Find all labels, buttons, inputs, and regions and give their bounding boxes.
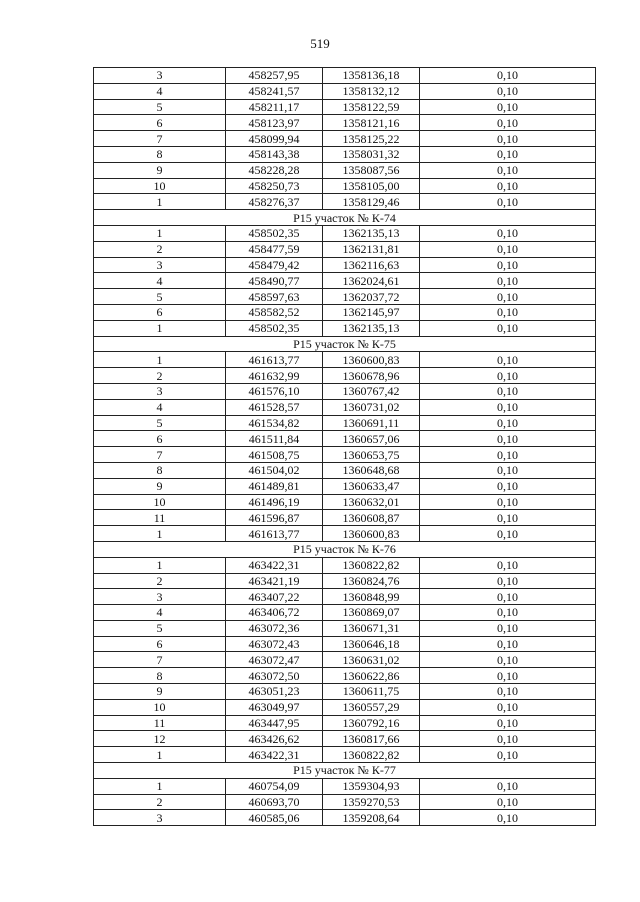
accuracy-cell: 0,10 [420,431,596,447]
y-coordinate-cell: 1358031,32 [323,146,420,162]
x-coordinate-cell: 458477,59 [226,241,323,257]
point-number-cell: 8 [94,668,226,684]
point-number-cell: 3 [94,68,226,84]
accuracy-cell: 0,10 [420,225,596,241]
point-number-cell: 8 [94,462,226,478]
y-coordinate-cell: 1360731,02 [323,399,420,415]
y-coordinate-cell: 1360671,31 [323,620,420,636]
x-coordinate-cell: 458143,38 [226,146,323,162]
y-coordinate-cell: 1360657,06 [323,431,420,447]
point-number-cell: 1 [94,778,226,794]
point-number-cell: 2 [94,573,226,589]
coordinates-table-body [94,68,596,826]
y-coordinate-cell: 1358122,59 [323,99,420,115]
x-coordinate-cell: 463407,22 [226,589,323,605]
point-number-cell: 3 [94,810,226,826]
accuracy-cell: 0,10 [420,731,596,747]
y-coordinate-cell: 1358105,00 [323,178,420,194]
x-coordinate-cell: 463426,62 [226,731,323,747]
point-number-cell: 6 [94,431,226,447]
point-number-cell: 4 [94,605,226,621]
accuracy-cell: 0,10 [420,194,596,210]
point-number-cell: 7 [94,652,226,668]
accuracy-cell: 0,10 [420,573,596,589]
accuracy-cell: 0,10 [420,162,596,178]
table-row [94,83,596,99]
accuracy-cell: 0,10 [420,668,596,684]
point-number-cell: 3 [94,383,226,399]
table-row [94,620,596,636]
table-row [94,383,596,399]
x-coordinate-cell: 463051,23 [226,684,323,700]
table-row [94,415,596,431]
point-number-cell: 4 [94,273,226,289]
section-header-row [94,336,596,352]
accuracy-cell: 0,10 [420,352,596,368]
x-coordinate-cell: 463072,47 [226,652,323,668]
table-row [94,131,596,147]
accuracy-cell: 0,10 [420,652,596,668]
table-row [94,115,596,131]
x-coordinate-cell: 458099,94 [226,131,323,147]
section-header-row [94,210,596,226]
accuracy-cell: 0,10 [420,510,596,526]
point-number-cell: 7 [94,447,226,463]
x-coordinate-cell: 463072,36 [226,620,323,636]
accuracy-cell: 0,10 [420,368,596,384]
y-coordinate-cell: 1362024,61 [323,273,420,289]
x-coordinate-cell: 458490,77 [226,273,323,289]
y-coordinate-cell: 1360824,76 [323,573,420,589]
y-coordinate-cell: 1360822,82 [323,557,420,573]
x-coordinate-cell: 458479,42 [226,257,323,273]
x-coordinate-cell: 461528,57 [226,399,323,415]
accuracy-cell: 0,10 [420,289,596,305]
table-row [94,225,596,241]
table-row [94,526,596,542]
x-coordinate-cell: 458250,73 [226,178,323,194]
x-coordinate-cell: 458502,35 [226,225,323,241]
section-title: Р15 участок № К-74 [94,210,596,226]
x-coordinate-cell: 463049,97 [226,699,323,715]
table-row [94,178,596,194]
x-coordinate-cell: 463422,31 [226,557,323,573]
point-number-cell: 5 [94,620,226,636]
point-number-cell: 6 [94,304,226,320]
point-number-cell: 2 [94,241,226,257]
table-row [94,447,596,463]
x-coordinate-cell: 461508,75 [226,447,323,463]
point-number-cell: 8 [94,146,226,162]
y-coordinate-cell: 1359304,93 [323,778,420,794]
x-coordinate-cell: 461496,19 [226,494,323,510]
x-coordinate-cell: 458597,63 [226,289,323,305]
table-row [94,162,596,178]
table-row [94,715,596,731]
table-row [94,146,596,162]
y-coordinate-cell: 1362135,13 [323,320,420,336]
y-coordinate-cell: 1360848,99 [323,589,420,605]
accuracy-cell: 0,10 [420,415,596,431]
table-row [94,510,596,526]
y-coordinate-cell: 1358132,12 [323,83,420,99]
x-coordinate-cell: 463406,72 [226,605,323,621]
y-coordinate-cell: 1360653,75 [323,447,420,463]
point-number-cell: 1 [94,557,226,573]
x-coordinate-cell: 461613,77 [226,352,323,368]
table-row [94,304,596,320]
accuracy-cell: 0,10 [420,447,596,463]
y-coordinate-cell: 1360608,87 [323,510,420,526]
point-number-cell: 5 [94,415,226,431]
point-number-cell: 9 [94,162,226,178]
table-row [94,699,596,715]
accuracy-cell: 0,10 [420,589,596,605]
accuracy-cell: 0,10 [420,605,596,621]
point-number-cell: 9 [94,684,226,700]
accuracy-cell: 0,10 [420,146,596,162]
point-number-cell: 7 [94,131,226,147]
section-header-row [94,763,596,779]
point-number-cell: 11 [94,715,226,731]
x-coordinate-cell: 458582,52 [226,304,323,320]
table-row [94,810,596,826]
x-coordinate-cell: 458276,37 [226,194,323,210]
y-coordinate-cell: 1358136,18 [323,68,420,84]
table-row [94,668,596,684]
accuracy-cell: 0,10 [420,320,596,336]
y-coordinate-cell: 1358087,56 [323,162,420,178]
table-row [94,462,596,478]
accuracy-cell: 0,10 [420,178,596,194]
x-coordinate-cell: 463422,31 [226,747,323,763]
accuracy-cell: 0,10 [420,715,596,731]
table-row [94,289,596,305]
y-coordinate-cell: 1360633,47 [323,478,420,494]
table-row [94,320,596,336]
accuracy-cell: 0,10 [420,747,596,763]
x-coordinate-cell: 458241,57 [226,83,323,99]
y-coordinate-cell: 1362116,63 [323,257,420,273]
accuracy-cell: 0,10 [420,462,596,478]
accuracy-cell: 0,10 [420,83,596,99]
x-coordinate-cell: 460585,06 [226,810,323,826]
y-coordinate-cell: 1358121,16 [323,115,420,131]
accuracy-cell: 0,10 [420,620,596,636]
x-coordinate-cell: 458211,17 [226,99,323,115]
table-row [94,368,596,384]
accuracy-cell: 0,10 [420,383,596,399]
x-coordinate-cell: 461596,87 [226,510,323,526]
table-row [94,684,596,700]
table-row [94,257,596,273]
table-row [94,731,596,747]
x-coordinate-cell: 461534,82 [226,415,323,431]
point-number-cell: 5 [94,99,226,115]
accuracy-cell: 0,10 [420,494,596,510]
point-number-cell: 1 [94,320,226,336]
table-row [94,589,596,605]
x-coordinate-cell: 461632,99 [226,368,323,384]
y-coordinate-cell: 1360646,18 [323,636,420,652]
point-number-cell: 6 [94,636,226,652]
point-number-cell: 10 [94,699,226,715]
y-coordinate-cell: 1358125,22 [323,131,420,147]
y-coordinate-cell: 1358129,46 [323,194,420,210]
table-row [94,399,596,415]
accuracy-cell: 0,10 [420,131,596,147]
y-coordinate-cell: 1362135,13 [323,225,420,241]
table-row [94,778,596,794]
table-row [94,273,596,289]
table-row [94,636,596,652]
accuracy-cell: 0,10 [420,557,596,573]
accuracy-cell: 0,10 [420,257,596,273]
table-row [94,241,596,257]
y-coordinate-cell: 1360600,83 [323,352,420,368]
accuracy-cell: 0,10 [420,684,596,700]
point-number-cell: 5 [94,289,226,305]
table-row [94,431,596,447]
table-row [94,352,596,368]
y-coordinate-cell: 1360600,83 [323,526,420,542]
x-coordinate-cell: 463072,50 [226,668,323,684]
point-number-cell: 6 [94,115,226,131]
point-number-cell: 12 [94,731,226,747]
x-coordinate-cell: 461613,77 [226,526,323,542]
point-number-cell: 2 [94,368,226,384]
y-coordinate-cell: 1360691,11 [323,415,420,431]
point-number-cell: 1 [94,194,226,210]
accuracy-cell: 0,10 [420,810,596,826]
table-row [94,478,596,494]
table-row [94,557,596,573]
point-number-cell: 1 [94,747,226,763]
table-row [94,573,596,589]
y-coordinate-cell: 1360648,68 [323,462,420,478]
accuracy-cell: 0,10 [420,68,596,84]
x-coordinate-cell: 460693,70 [226,794,323,810]
page-number: 519 [310,36,330,51]
y-coordinate-cell: 1362131,81 [323,241,420,257]
x-coordinate-cell: 458123,97 [226,115,323,131]
point-number-cell: 3 [94,257,226,273]
x-coordinate-cell: 463421,19 [226,573,323,589]
accuracy-cell: 0,10 [420,526,596,542]
point-number-cell: 1 [94,352,226,368]
point-number-cell: 1 [94,225,226,241]
point-number-cell: 4 [94,399,226,415]
x-coordinate-cell: 461511,84 [226,431,323,447]
accuracy-cell: 0,10 [420,636,596,652]
table-row [94,605,596,621]
y-coordinate-cell: 1360869,07 [323,605,420,621]
accuracy-cell: 0,10 [420,778,596,794]
point-number-cell: 11 [94,510,226,526]
x-coordinate-cell: 458228,28 [226,162,323,178]
section-title: Р15 участок № К-75 [94,336,596,352]
x-coordinate-cell: 458502,35 [226,320,323,336]
point-number-cell: 4 [94,83,226,99]
section-title: Р15 участок № К-77 [94,763,596,779]
y-coordinate-cell: 1359208,64 [323,810,420,826]
point-number-cell: 10 [94,494,226,510]
x-coordinate-cell: 461576,10 [226,383,323,399]
y-coordinate-cell: 1360632,01 [323,494,420,510]
point-number-cell: 9 [94,478,226,494]
coordinates-table [93,67,596,826]
point-number-cell: 10 [94,178,226,194]
point-number-cell: 1 [94,526,226,542]
x-coordinate-cell: 463447,95 [226,715,323,731]
accuracy-cell: 0,10 [420,399,596,415]
table-row [94,747,596,763]
accuracy-cell: 0,10 [420,794,596,810]
y-coordinate-cell: 1360767,42 [323,383,420,399]
x-coordinate-cell: 458257,95 [226,68,323,84]
accuracy-cell: 0,10 [420,241,596,257]
y-coordinate-cell: 1360631,02 [323,652,420,668]
y-coordinate-cell: 1360792,16 [323,715,420,731]
y-coordinate-cell: 1360611,75 [323,684,420,700]
accuracy-cell: 0,10 [420,273,596,289]
point-number-cell: 2 [94,794,226,810]
table-row [94,794,596,810]
table-row [94,494,596,510]
section-header-row [94,541,596,557]
accuracy-cell: 0,10 [420,115,596,131]
accuracy-cell: 0,10 [420,99,596,115]
accuracy-cell: 0,10 [420,478,596,494]
x-coordinate-cell: 463072,43 [226,636,323,652]
table-row [94,652,596,668]
y-coordinate-cell: 1360622,86 [323,668,420,684]
table-row [94,99,596,115]
y-coordinate-cell: 1362037,72 [323,289,420,305]
y-coordinate-cell: 1362145,97 [323,304,420,320]
x-coordinate-cell: 461489,81 [226,478,323,494]
x-coordinate-cell: 460754,09 [226,778,323,794]
y-coordinate-cell: 1360817,66 [323,731,420,747]
y-coordinate-cell: 1360822,82 [323,747,420,763]
x-coordinate-cell: 461504,02 [226,462,323,478]
y-coordinate-cell: 1360678,96 [323,368,420,384]
table-row [94,68,596,84]
section-title: Р15 участок № К-76 [94,541,596,557]
accuracy-cell: 0,10 [420,304,596,320]
y-coordinate-cell: 1360557,29 [323,699,420,715]
accuracy-cell: 0,10 [420,699,596,715]
y-coordinate-cell: 1359270,53 [323,794,420,810]
table-row [94,194,596,210]
point-number-cell: 3 [94,589,226,605]
